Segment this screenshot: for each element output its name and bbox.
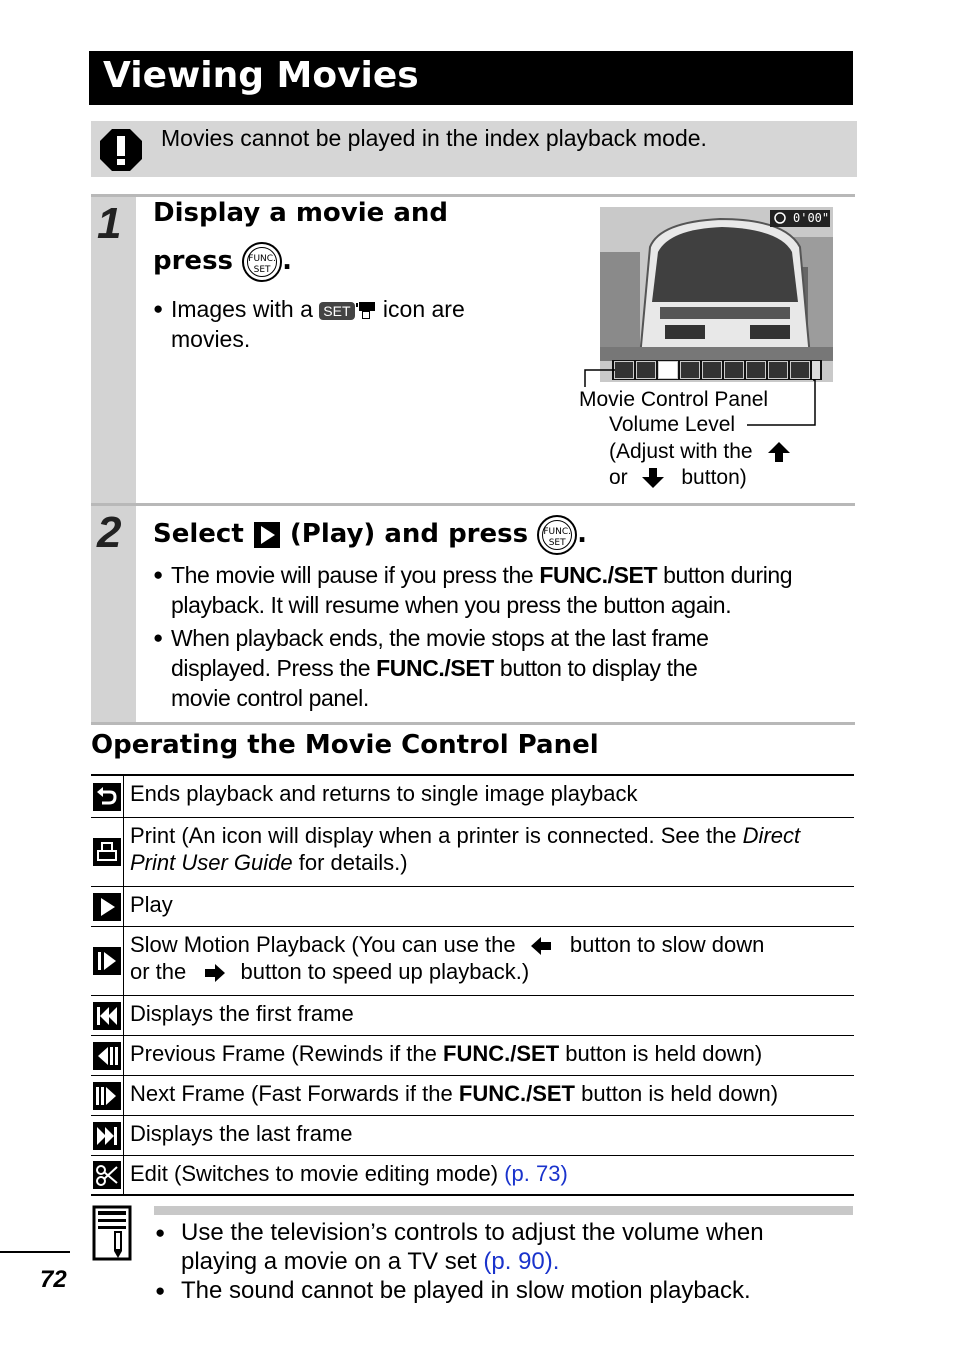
r2-italic-2: Print User Guide: [130, 849, 293, 875]
monorail-photo: [600, 207, 833, 382]
step2-heading: [153, 512, 587, 556]
func-label-top: FUNC.: [248, 253, 276, 264]
scissors-edit-icon: [93, 1161, 121, 1189]
step2-b1-bold: FUNC./SET: [539, 562, 658, 588]
r7-bold: FUNC./SET: [458, 1080, 575, 1106]
table-cell: [124, 817, 855, 886]
r6-bold: FUNC./SET: [443, 1040, 560, 1066]
func-set-button-icon: [537, 515, 577, 555]
step2-bottom-rule: [91, 722, 855, 725]
memo-icon: [92, 1205, 134, 1263]
table-cell: [124, 1075, 855, 1115]
r4-mid: button to slow down: [569, 931, 765, 957]
table-icon-cell: [91, 775, 124, 817]
page-number-rule: [0, 1251, 70, 1253]
step1-heading-line2: [153, 238, 292, 284]
play-icon: [253, 521, 281, 549]
r2-italic-1: Direct: [742, 822, 801, 848]
r2-post: for details.): [298, 849, 408, 875]
note1-post: .: [552, 1248, 560, 1275]
callout-adjust: [609, 439, 792, 465]
callout-movie-control-panel: Movie Control Panel: [579, 388, 769, 411]
func-label-top: FUNC.: [543, 526, 571, 537]
func-set-button-icon: [242, 242, 282, 282]
step2-play-text: (Play) and press: [289, 519, 529, 549]
step1-heading-line1: Display a movie and: [153, 198, 449, 228]
step2-b1-post: button during: [663, 562, 793, 588]
exit-icon: [93, 783, 121, 811]
step1-bullets: [153, 294, 573, 354]
r4-pre: Slow Motion Playback (You can use the: [130, 931, 516, 957]
r4-line2-post: button to speed up playback.): [240, 958, 530, 984]
step2-number: 2: [97, 508, 122, 557]
first-frame-icon: [93, 1002, 121, 1030]
step2-select: Select: [153, 519, 244, 549]
callout-button: button): [681, 466, 747, 489]
func-label-bottom: SET: [548, 537, 566, 548]
table-cell: Play: [124, 886, 855, 926]
left-arrow-icon: [530, 936, 556, 956]
right-arrow-icon: [200, 963, 226, 983]
table-row: [91, 817, 854, 886]
step2-bullets: [153, 560, 853, 713]
table-row: [91, 926, 854, 995]
table-row: [91, 995, 854, 1035]
note-2: ● The sound cannot be played in slow motion playback.: [155, 1276, 855, 1305]
movie-camera-icon: [355, 300, 377, 322]
callout-adjust-text: (Adjust with the: [609, 440, 753, 463]
r6-post: button is held down): [565, 1040, 763, 1066]
step2-b1-line2: playback. It will resume when you press the button again.: [171, 592, 732, 618]
table-row: [91, 775, 854, 817]
table-row: [91, 1035, 854, 1075]
step2-bullet-2: [153, 623, 853, 713]
table-cell: [124, 1155, 855, 1195]
play-icon: [93, 893, 121, 921]
table-cell: Ends playback and returns to single image playback: [124, 775, 855, 817]
section-heading: Operating the Movie Control Panel: [91, 730, 599, 760]
movie-screenshot: [600, 207, 833, 382]
callout-or: or: [609, 466, 628, 489]
step1-bullet-line2: movies.: [171, 326, 251, 352]
step2-b2-post: button to display the: [499, 655, 698, 681]
r2-pre: Print (An icon will display when a printer is connected. See the: [130, 822, 737, 848]
print-icon: [93, 838, 121, 866]
step2-b2-pre: displayed. Press the: [171, 655, 371, 681]
note-1: [155, 1218, 855, 1276]
table-icon-cell: [91, 1075, 124, 1115]
step1-bullet-pre: Images with a: [171, 296, 313, 322]
step2-period: .: [577, 519, 588, 549]
step1-number: 1: [97, 199, 122, 248]
r6-pre: Previous Frame (Rewinds if the: [130, 1040, 437, 1066]
caution-text: Movies cannot be played in the index playback mode.: [161, 125, 707, 151]
r7-post: button is held down): [581, 1080, 779, 1106]
page-number: 72: [40, 1266, 67, 1293]
table-row: [91, 886, 854, 926]
table-icon-cell: [91, 995, 124, 1035]
page-title: Viewing Movies: [89, 51, 853, 105]
caution-box: [91, 121, 857, 177]
table-row: [91, 1075, 854, 1115]
caution-icon: [99, 128, 143, 172]
link-p73[interactable]: (p. 73): [504, 1160, 568, 1186]
step2-b1-pre: The movie will pause if you press the: [171, 562, 534, 588]
link-p90[interactable]: (p. 90): [483, 1248, 553, 1275]
table-icon-cell: [91, 926, 124, 995]
last-frame-icon: [93, 1122, 121, 1150]
table-icon-cell: [91, 1035, 124, 1075]
step1-bullet-post: icon are: [382, 296, 465, 322]
func-label-bottom: SET: [253, 264, 271, 275]
table-row: [91, 1155, 854, 1195]
callout-volume-level: Volume Level: [609, 413, 736, 436]
r7-pre: Next Frame (Fast Forwards if the: [130, 1080, 453, 1106]
step2-top-rule: [91, 503, 855, 506]
table-cell: Displays the first frame: [124, 995, 855, 1035]
callout-or-button: [609, 465, 747, 491]
step1-top-rule: [91, 194, 855, 197]
table-row: [91, 1115, 854, 1155]
step2-b2-line3: movie control panel.: [171, 685, 369, 711]
r4-line2-pre: or the: [130, 958, 187, 984]
step2-column: [91, 506, 136, 722]
movie-timer: 0'00": [793, 211, 830, 225]
step2-b2-line1: When playback ends, the movie stops at the last frame: [171, 625, 709, 651]
set-badge-icon: SET: [319, 302, 354, 320]
down-arrow-icon: [640, 467, 666, 489]
table-icon-cell: [91, 1115, 124, 1155]
table-cell: Displays the last frame: [124, 1115, 855, 1155]
slow-motion-icon: [93, 947, 121, 975]
step2-b2-bold: FUNC./SET: [376, 655, 494, 681]
step1-press: press: [153, 246, 234, 276]
step1-column: [91, 197, 136, 503]
note-bar: [154, 1206, 853, 1215]
note1-line1: Use the television’s controls to adjust the volume when: [181, 1219, 764, 1246]
step1-bullet: [153, 294, 573, 354]
table-cell: [124, 926, 855, 995]
table-cell: [124, 1035, 855, 1075]
note1-pre: playing a movie on a TV set: [181, 1248, 477, 1275]
next-frame-icon: [93, 1082, 121, 1110]
notes: [155, 1218, 855, 1305]
previous-frame-icon: [93, 1042, 121, 1070]
control-panel-table: [91, 774, 854, 1196]
step2-bullet-1: [153, 560, 853, 620]
table-icon-cell: [91, 886, 124, 926]
r9-pre: Edit (Switches to movie editing mode): [130, 1160, 499, 1186]
step1-period: .: [282, 246, 292, 276]
up-arrow-icon: [766, 441, 792, 463]
table-icon-cell: [91, 1155, 124, 1195]
table-icon-cell: [91, 817, 124, 886]
